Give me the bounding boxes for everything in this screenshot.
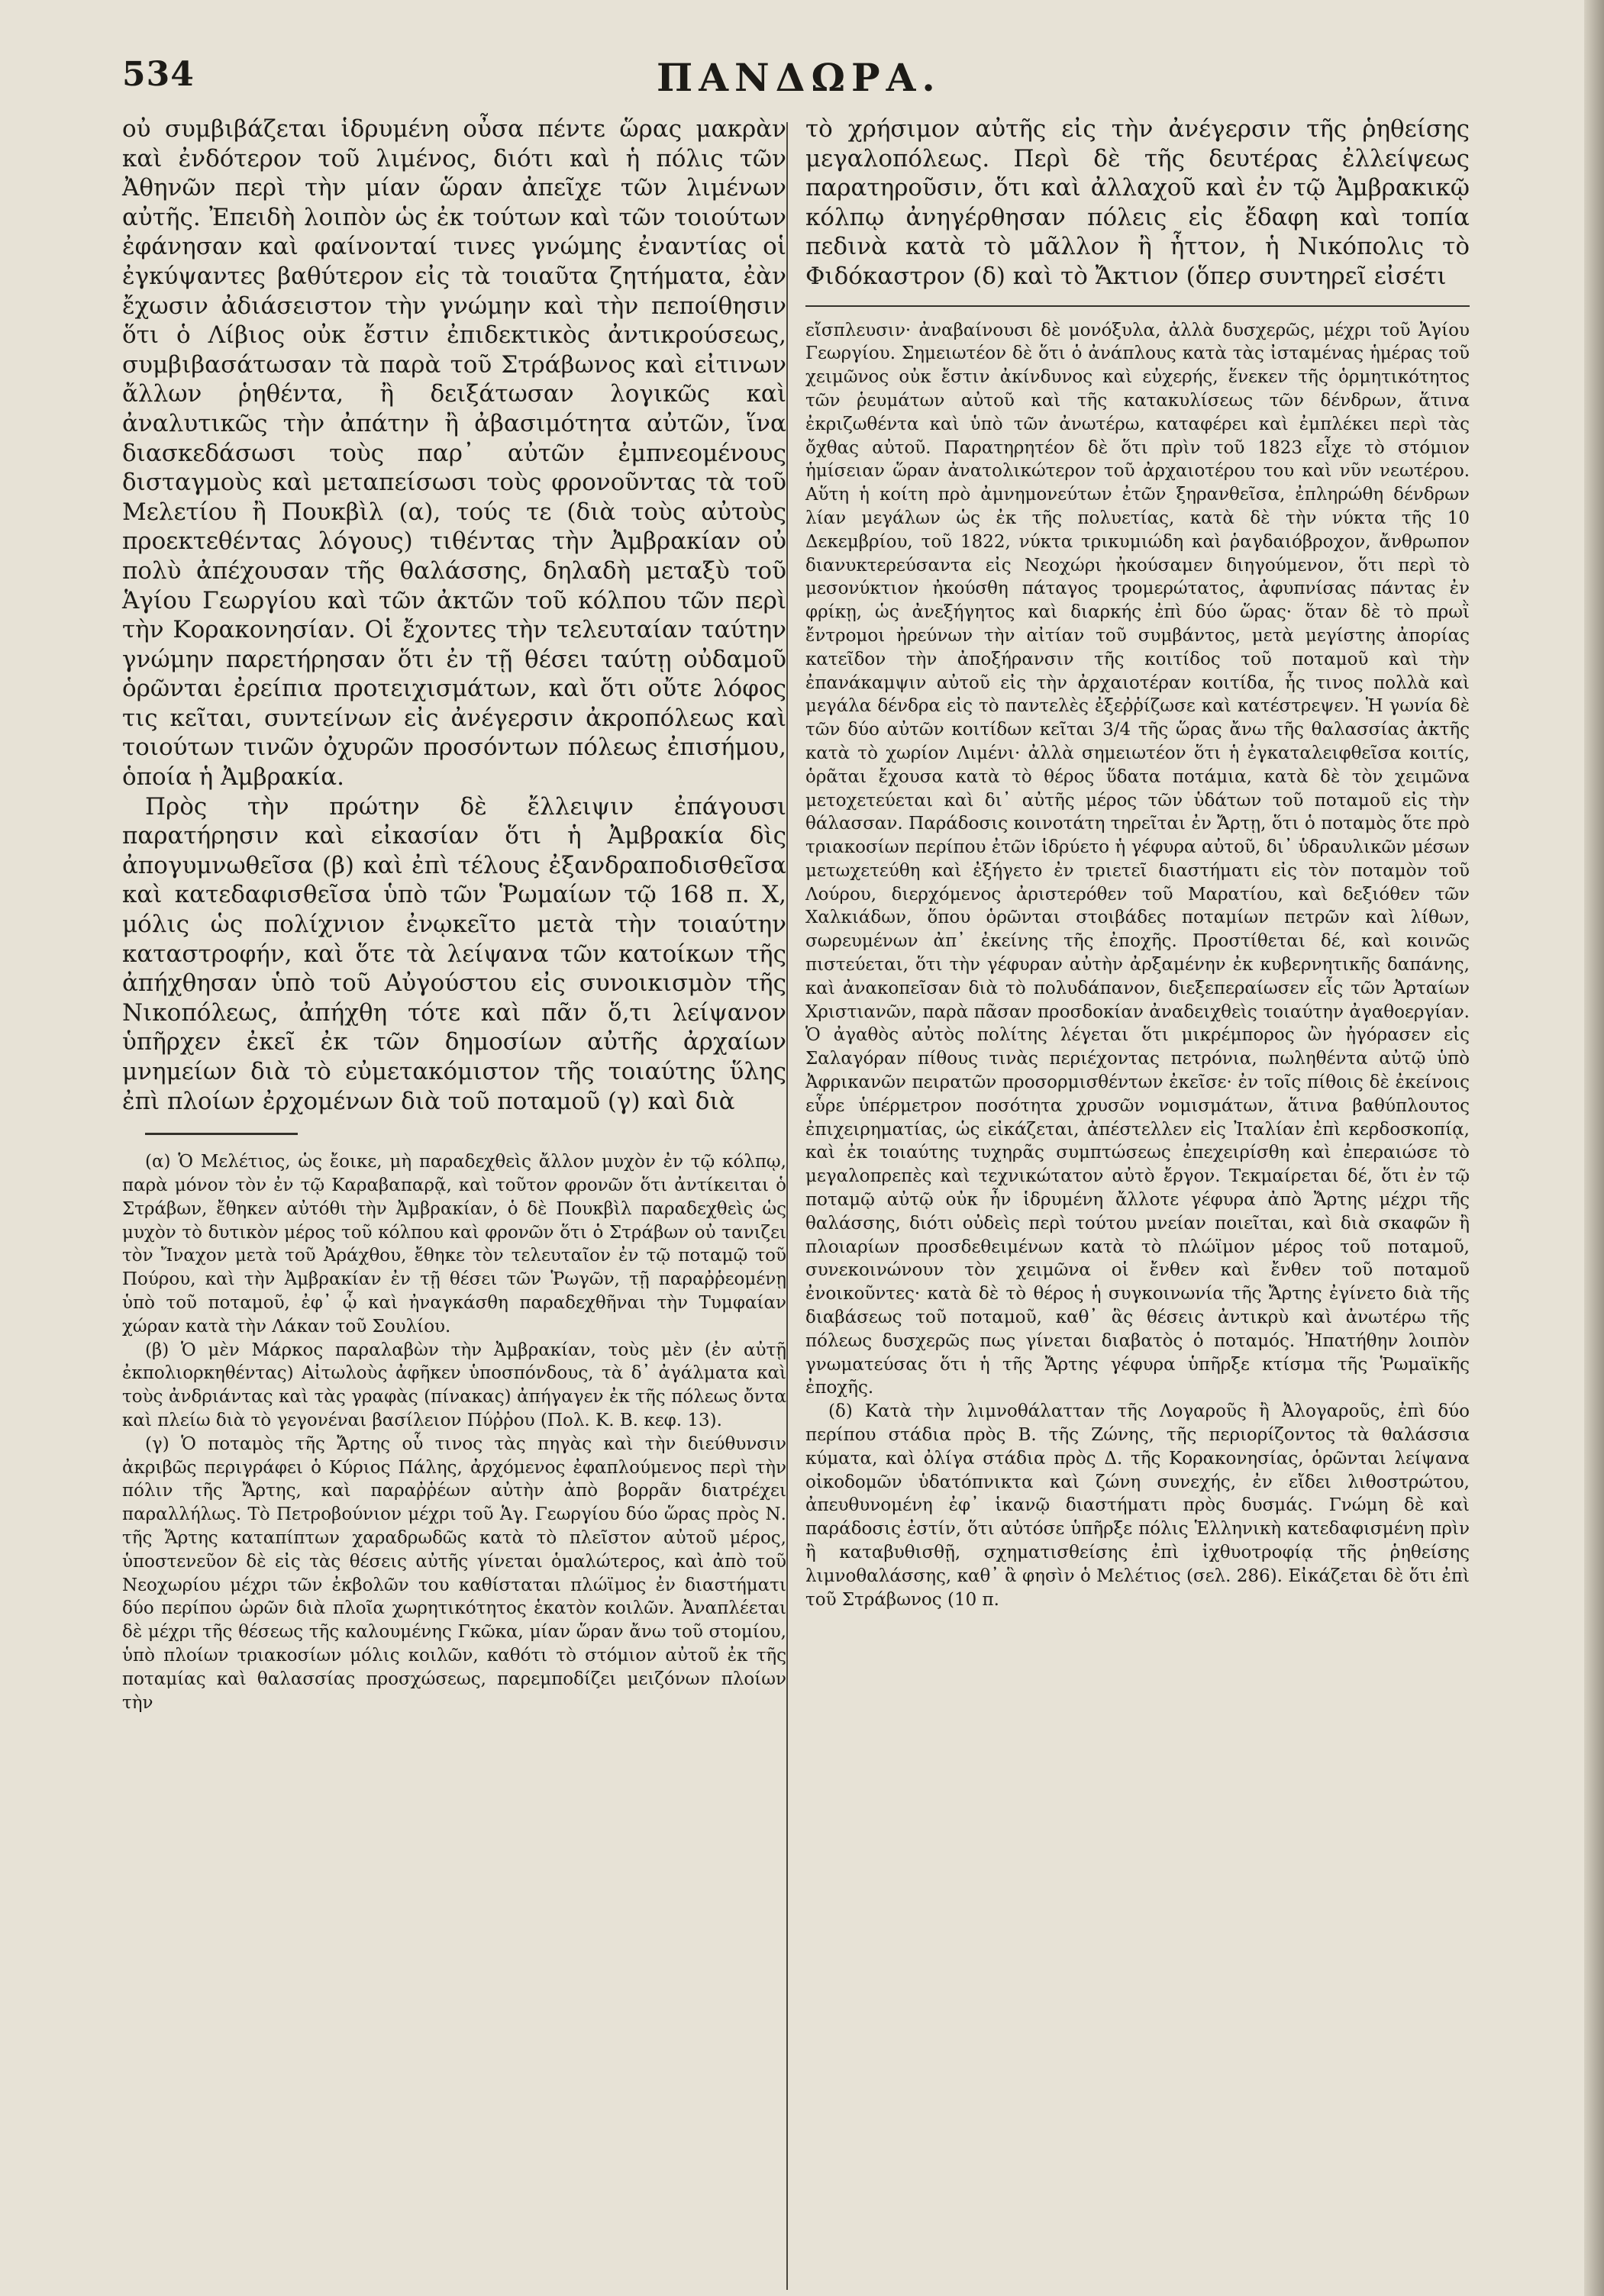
column-divider: [786, 122, 788, 2290]
footnote-rule: [145, 1133, 298, 1135]
page-spine-shadow: [1584, 0, 1604, 2296]
left-body: [122, 114, 786, 1116]
footnote: (δ) Κατὰ τὴν λιμνοθάλατταν τῆς Λογαροῦς ἢ Ἀλογαροῦς, ἐπὶ δύο περίπου στάδια πρὸς Β. τῆς Ζώνης, τῆς περιορίζοντος τὰ θαλάσσια κύματα, καὶ ὀλίγα στάδια πρὸς Δ. τῆς Κορακονησίας, ὁρῶνται λείψανα οἰκοδομῶν ὑδατόπνικτα καὶ ζώνη συνεχής, ἐν εἴδει λιθοστρώτου, ἀπευθυνομένη ἐφ᾽ ἱκανῷ διαστήματι πρὸς δυσμάς. Γνώμη δὲ καὶ παράδοσις ἐστίν, ὅτι αὐτόσε ὑπῆρξε πόλις Ἑλληνικὴ κατεδαφισμένη πρὶν ἢ καταβυθισθῇ, σχηματισθείσης ἐπὶ ἰχθυοτροφίᾳ τῆς ῥηθείσης λιμνοθαλάσσης, καθ᾽ ἃ φησὶν ὁ Μελέτιος (σελ. 286). Εἰκάζεται δὲ ὅτι ἐπὶ τοῦ Στράβωνος (10 π.: [805, 1401, 1470, 1610]
left-column: [122, 114, 786, 1714]
right-body: [805, 114, 1470, 292]
paragraph: Πρὸς τὴν πρώτην δὲ ἔλλειψιν ἐπάγουσι παρατήρησιν καὶ εἰκασίαν ὅτι ἡ Ἀμβρακία δὶς ἀπογυμνωθεῖσα (β) καὶ ἐπὶ τέλους ἐξανδραποδισθεῖσα καὶ κατεδαφισθεῖσα ὑπὸ τῶν Ῥωμαίων τῷ 168 π. Χ, μόλις ὡς πολίχνιον ἐνῳκεῖτο μετὰ τὴν τοιαύτην καταστροφήν, καὶ ὅτε τὰ λείψανα τῶν κατοίκων τῆς ἀπήχθησαν ὑπὸ τοῦ Αὐγούστου εἰς συνοικισμὸν τῆς Νικοπόλεως, ἀπήχθη τότε καὶ πᾶν ὅ,τι λείψανον ὑπῆρχεν ἐκεῖ ἐκ τῶν δημοσίων αὐτῆς ἀρχαίων μνημείων διὰ τὸ εὐμετακόμιστον τῆς τοιαύτης ὕλης ἐπὶ πλοίων ἐρχομένων διὰ τοῦ ποταμοῦ (γ) καὶ διὰ: [122, 792, 786, 1115]
left-footnotes: [122, 1150, 786, 1714]
right-column: [805, 114, 1470, 1611]
paragraph: τὸ χρήσιμον αὐτῆς εἰς τὴν ἀνέγερσιν τῆς ῥηθείσης μεγαλοπόλεως. Περὶ δὲ τῆς δευτέρας ἐλλείψεως παρατηροῦσιν, ὅτι καὶ ἀλλαχοῦ καὶ ἐν τῷ Ἀμβρακικῷ κόλπῳ ἀνηγέρθησαν πόλεις εἰς ἔδαφη καὶ τοπία πεδινὰ κατὰ τὸ μᾶλλον ἢ ἧττον, ἡ Νικόπολις τὸ Φιδόκαστρον (δ) καὶ τὸ Ἄκτιον (ὅπερ συντηρεῖ εἰσέτι: [805, 115, 1470, 290]
footnote: (α) Ὁ Μελέτιος, ὡς ἔοικε, μὴ παραδεχθεὶς ἄλλον μυχὸν ἐν τῷ κόλπῳ, παρὰ μόνον τὸν ἐν τῷ Καραβαπαρᾷ, καὶ τοῦτον φρονῶν ὅτι ἀντίκειται ὁ Στράβων, ἔθηκεν αὐτόθι τὴν Ἀμβρακίαν, ὁ δὲ Πουκβὶλ παραδεχθεὶς ὡς μυχὸν τὸ δυτικὸν μέρος τοῦ κόλπου καὶ φρονῶν ὅτι ὁ Στράβων οὐ τανιζει τὸν Ἴναχον μετὰ τοῦ Ἀράχθου, ἔθηκε τὸν τελευταῖον ἐν τῷ ποταμῷ τοῦ Πούρου, καὶ τὴν Ἀμβρακίαν ἐν τῇ θέσει τῶν Ῥωγῶν, τῇ παραῤῥεομένῃ ὑπὸ τοῦ ποταμοῦ, ἐφ᾽ ᾧ καὶ ἠναγκάσθη παραδεχθῆναι τὴν Τυμφαίαν χώραν κατὰ τὴν Λάκαν τοῦ Σουλίου.: [122, 1152, 786, 1337]
footnote: (β) Ὁ μὲν Μάρκος παραλαβὼν τὴν Ἀμβρακίαν, τοὺς μὲν (ἐν αὐτῇ ἐκπολιορκηθέντας) Αἰτωλοὺς ἀφῆκεν ὑποσπόνδους, τὰ δ᾽ ἀγάλματα καὶ τοὺς ἀνδριάντας καὶ τὰς γραφὰς (πίνακας) ἀπήγαγεν ἐκ τῆς πόλεως ὄντα καὶ πλείω διὰ τὸ γεγονέναι βασίλειον Πύῤῥου (Πολ. Κ. Β. κεφ. 13).: [122, 1340, 786, 1430]
footnote: (γ) Ὁ ποταμὸς τῆς Ἄρτης οὗ τινος τὰς πηγὰς καὶ τὴν διεύθυνσιν ἀκριβῶς περιγράφει ὁ Κύριος Πάλης, ἀρχόμενος ἐφαπλούμενος περὶ τὴν πόλιν τῆς Ἄρτης, καὶ παραῤῥέων αὐτὴν ἀπὸ βορρᾶν διατρέχει παραλλήλως. Τὸ Πετροβούνιον μέχρι τοῦ Ἁγ. Γεωργίου δύο ὥρας πρὸς Ν. τῆς Ἄρτης καταπίπτων χαραδρωδῶς κατὰ τὸ πλεῖστον αὐτοῦ μέρος, ὑποστενεῦον δὲ εἰς τὰς θέσεις αὐτῆς γίνεται ὁμαλώτερος, καὶ ἀπὸ τοῦ Νεοχωρίου μέχρι τῶν ἐκβολῶν του καθίσταται πλώϊμος ἐν διαστήματι δύο περίπου ὡρῶν διὰ πλοῖα χωρητικότητος ἑκατὸν κοιλῶν. Ἀναπλέεται δὲ μέχρι τῆς θέσεως τῆς καλουμένης Γκῶκα, μίαν ὥραν ἄνω τοῦ στομίου, ὑπὸ πλοίων τριακοσίων μόλις κοιλῶν, καθότι τὸ στόμιον αὐτοῦ ἐκ τῆς ποταμίας καὶ θαλασσίας προσχώσεως, παρεμποδίζει μειζόνων πλοίων τὴν: [122, 1433, 786, 1713]
page-number: 534: [122, 55, 195, 94]
running-head: ΠΑΝΔΩΡΑ.: [657, 55, 941, 100]
footnote-rule: [805, 305, 1470, 307]
paragraph: οὐ συμβιβάζεται ἱδρυμένη οὖσα πέντε ὥρας μακρὰν καὶ ἐνδότερον τοῦ λιμένος, διότι καὶ ἡ πόλις τῶν Ἀθηνῶν περὶ τὴν μίαν ὥραν ἀπεῖχε τῶν λιμένων αὐτῆς. Ἐπειδὴ λοιπὸν ὡς ἐκ τούτων καὶ τῶν τοιούτων ἐφάνησαν καὶ φαίνονταί τινες γνώμης ἐναντίας οἱ ἐγκύψαντες βαθύτερον εἰς τὰ τοιαῦτα ζητήματα, ἐὰν ἔχωσιν ἀδιάσειστον τὴν γνώμην καὶ τὴν πεποίθησιν ὅτι ὁ Λίβιος οὐκ ἔστιν ἐπιδεκτικὸς ἀντικρούσεως, συμβιβασάτωσαν τὰ παρὰ τοῦ Στράβωνος καὶ εἰτινων ἄλλων ῥηθέντα, ἢ δειξάτωσαν λογικῶς καὶ ἀναλυτικῶς τὴν ἀπάτην ἢ ἀβασιμότητα αὐτῶν, ἵνα διασκεδάσωσι τοὺς παρ᾽ αὐτῶν ἐμπνεομένους δισταγμοὺς καὶ μεταπείσωσι τοὺς φρονοῦντας τὰ τοῦ Μελετίου ἢ Πουκβὶλ (α), τούς τε (διὰ τοὺς αὐτοὺς προεκτεθέντας λόγους) τιθέντας τὴν Ἀμβρακίαν οὐ πολὺ ἀπέχουσαν τῆς θαλάσσης, δηλαδὴ μεταξὺ τοῦ Ἁγίου Γεωργίου καὶ τῶν ἀκτῶν τοῦ κόλπου τῶν περὶ τὴν Κορακονησίαν. Οἱ ἔχοντες τὴν τελευταίαν ταύτην γνώμην παρετήρησαν ὅτι ἐν τῇ θέσει ταύτῃ οὐδαμοῦ ὁρῶνται ἐρείπια προτειχισμάτων, καὶ ὅτι οὔτε λόφος τις κεῖται, συντείνων εἰς ἀνέγερσιν ἀκροπόλεως καὶ τοιούτων τινῶν ὀχυρῶν προσόντων πόλεως ἐπισήμου, ὁποία ἡ Ἀμβρακία.: [122, 115, 786, 792]
right-footnotes: [805, 319, 1470, 1612]
footnote-continuation: εἴσπλευσιν· ἀναβαίνουσι δὲ μονόξυλα, ἀλλὰ δυσχερῶς, μέχρι τοῦ Ἁγίου Γεωργίου. Σημειωτέον δὲ ὅτι ὁ ἀνάπλους κατὰ τὰς ἰσταμένας ἡμέρας τοῦ χειμῶνος οὐκ ἔστιν ἀκίνδυνος καὶ εὐχερής, ἕνεκεν τῆς ὁρμητικότητος τῶν ῥευμάτων αὐτοῦ καὶ τῆς κατακυλίσεως τῶν δένδρων, ἅτινα ἐκριζωθέντα καὶ ὑπὸ τῶν ἀνωτέρω, καταφέρει καὶ ἐμπλέκει περὶ τὰς ὄχθας αὐτοῦ. Παρατηρητέον δὲ ὅτι πρὶν τοῦ 1823 εἶχε τὸ στόμιον ἡμίσειαν ὥραν ἀνατολικώτερον τοῦ ἀρχαιοτέρου του καὶ νῦν νεωτέρου. Αὕτη ἡ κοίτη πρὸ ἀμνημονεύτων ἐτῶν ξηρανθεῖσα, ἐπληρώθη δένδρων λίαν μεγάλων ὡς ἐκ τῆς πολυετίας, κατὰ δὲ τὴν νύκτα τῆς 10 Δεκεμβρίου, τοῦ 1822, νύκτα τρικυμιώδη καὶ ῥαγδαιόβροχον, ἄνθρωπον διανυκτερεύσαντα εἰς Νεοχώρι ἠκούσαμεν διηγούμενον, ὅτι περὶ τὸ μεσονύκτιον ἠκούσθη πάταγος τρομερώτατος, ἀφυπνίσας πάντας ἐν φρίκῃ, ὡς ἀνεξήγητος καὶ διαρκής ἐπὶ δύο ὥρας· ὅταν δὲ τὸ πρωῒ ἔντρομοι ἠρεύνων τὴν αἰτίαν τοῦ συμβάντος, μετὰ μεγίστης ἀπορίας κατεῖδον τὴν ἀποξήρανσιν τῆς κοιτίδος τοῦ ποταμοῦ καὶ τὴν ἐπανάκαμψιν αὐτοῦ εἰς τὴν ἀρχαιοτέραν κοιτίδα, ἧς τινος πολλὰ καὶ μεγάλα δένδρα εἰς τὸ παντελὲς ἐξεῤῥίζωσε καὶ κατέστρεψεν. Ἡ γωνία δὲ τῶν δύο αὐτῶν κοιτίδων κεῖται 3/4 τῆς ὥρας ἄνω τῆς θαλασσίας ἀκτῆς κατὰ τὸ χωρίον Λιμένι· ἀλλὰ σημειωτέον ὅτι ἡ ἐγκαταλειφθεῖσα κοιτίς, ὁρᾶται ἔχουσα κατὰ τὸ θέρος ὕδατα ποτάμια, κατὰ δὲ τὸν χειμῶνα μετοχετεύεται καὶ δι᾽ αὐτῆς μέρος τῶν ὑδάτων τοῦ ποταμοῦ εἰς τὴν θάλασσαν. Παράδοσις κοινοτάτη τηρεῖται ἐν Ἄρτῃ, ὅτι ὁ ποταμὸς ὅτε πρὸ τριακοσίων περίπου ἐτῶν ἱδρύετο ἡ γέφυρα αὐτοῦ, δι᾽ ὑδραυλικῶν μέσων μετωχετεύθη καὶ ἐξήγετο ἐν τριετεῖ διαστήματι εἰς τὸν ποταμὸν τοῦ Λούρου, διερχόμενος ἀριστερόθεν τοῦ Μαρατίου, καὶ δεξιόθεν τῶν Χαλκιάδων, ὅπου ὁρῶνται στοιβάδες ποταμίων πετρῶν καὶ λίθων, σωρευμένων ἀπ᾽ ἐκείνης τῆς ἐποχῆς. Προστίθεται δέ, καὶ κοινῶς πιστεύεται, ὅτι τὴν γέφυραν αὐτὴν ἀρξαμένην ἐκ κυβερνητικῆς δαπάνης, καὶ ἀνακοπεῖσαν διὰ τὸ πολυδάπανον, διεξεπεραίωσεν εἷς τῶν Ἀρταίων Χριστιανῶν, παρὰ πᾶσαν προσδοκίαν ἀναδειχθεὶς τοιαύτην ἀγαθοεργίαν. Ὁ ἀγαθὸς αὐτὸς πολίτης λέγεται ὅτι μικρέμπορος ὢν ἠγόρασεν εἰς Σαλαγόραν πίθους τινὰς περιέχοντας πετρόνια, πωληθέντα αὐτῷ ὑπὸ Ἀφρικανῶν πειρατῶν προσορμισθέντων ἐκεῖσε· ἐν τοῖς πίθοις δὲ ἐκείνοις εὗρε ὑπέρμετρον ποσότητα χρυσῶν νομισμάτων, ἅτινα βαθύπλουτος ἐπιχειρηματίας, ὡς εἰκάζεται, ἀπέστελλεν εἰς Ἰταλίαν ἐπὶ κερδοσκοπίᾳ, καὶ ἐκ τοιαύτης τυχηρᾶς συμπτώσεως ἐπεχειρίσθη καὶ ἐπεραιώσε τὸ μεγαλοπρεπὲς καὶ τεχνικώτατον αὐτὸ ἔργον. Τεκμαίρεται δέ, ὅτι ἐν τῷ ποταμῷ αὐτῷ οὐκ ἦν ἱδρυμένη ἄλλοτε γέφυρα ἀπὸ Ἄρτης μέχρι τῆς θαλάσσης, διότι οὐδεὶς περὶ τούτου μνείαν ποιεῖται, καὶ διὰ σκαφῶν ἢ πλοιαρίων προσδεθειμένων κατὰ τὸ πλώϊμον μέρος τοῦ ποταμοῦ, συνεκοινώνουν τὸν χειμῶνα οἱ ἔνθεν καὶ ἔνθεν τοῦ ποταμοῦ ἐνοικοῦντες· κατὰ δὲ τὸ θέρος ἡ συγκοινωνία τῆς Ἄρτης ἐγίνετο διὰ τῆς διαβάσεως τοῦ ποταμοῦ, καθ᾽ ἃς θέσεις ἀντικρὺ καὶ ἀνωτέρω τῆς πόλεως δυσχερῶς πως γίνεται διαβατὸς ὁ ποταμός. Ἠπατήθην λοιπὸν γνωματεύσας ὅτι ἡ τῆς Ἄρτης γέφυρα ὑπῆρξε κτίσμα τῆς Ῥωμαϊκῆς ἐποχῆς.: [805, 320, 1470, 1398]
